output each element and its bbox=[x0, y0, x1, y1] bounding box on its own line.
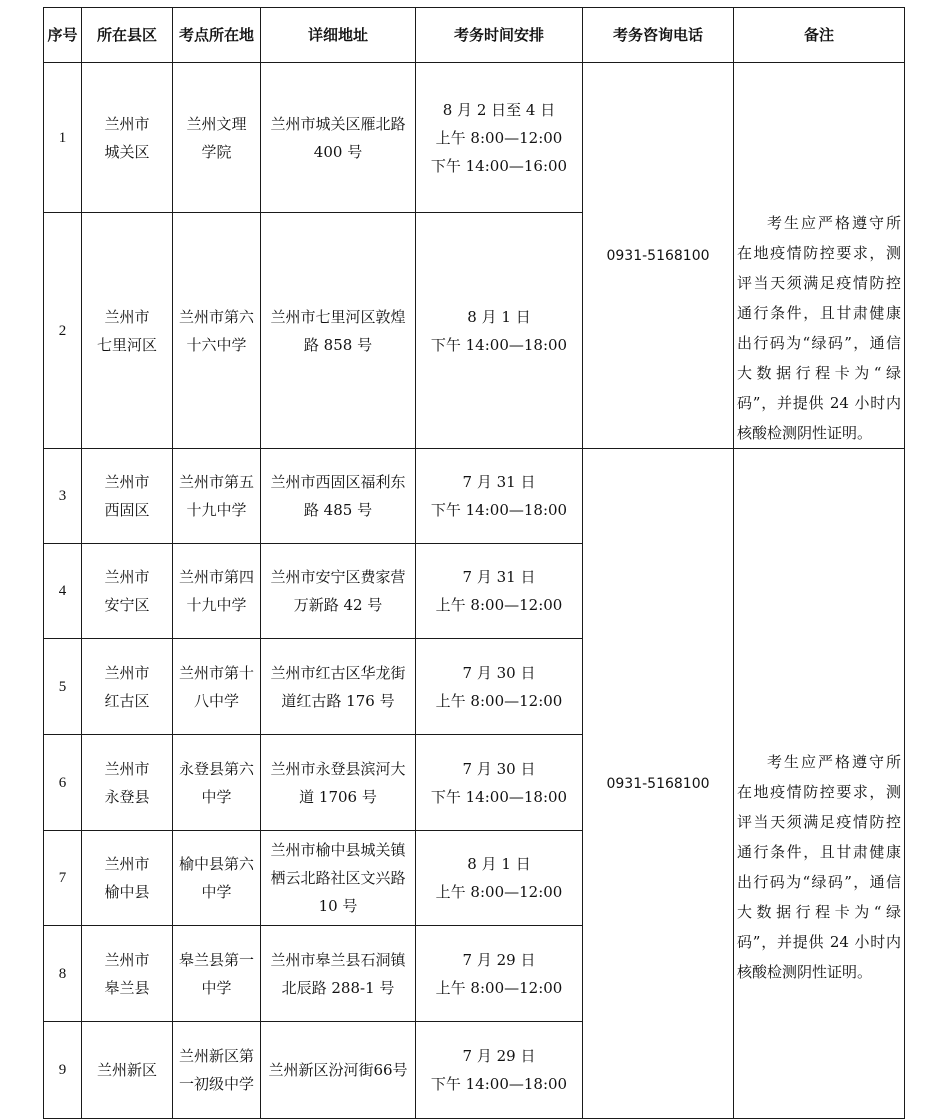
site-line: 兰州市第五 bbox=[178, 473, 254, 491]
header-schedule: 考务时间安排 bbox=[416, 8, 583, 63]
seq-cell: 6 bbox=[44, 735, 82, 831]
schedule-line: 7 月 31 日 bbox=[462, 473, 536, 491]
site-line: 永登县第六 bbox=[178, 759, 254, 778]
county-line: 城关区 bbox=[104, 142, 150, 161]
header-seq: 序号 bbox=[44, 8, 82, 63]
site-line: 一初级中学 bbox=[178, 1075, 254, 1093]
schedule-cell bbox=[416, 544, 583, 639]
address-cell bbox=[261, 213, 416, 449]
seq-cell: 1 bbox=[44, 63, 82, 213]
address-line: 兰州新区汾河街66号 bbox=[268, 1061, 408, 1079]
table-row bbox=[44, 449, 905, 544]
address-line: 道红古路 176 号 bbox=[281, 691, 395, 710]
seq-cell: 5 bbox=[44, 639, 82, 735]
schedule-line: 下午 14:00—18:00 bbox=[430, 335, 568, 354]
site-cell bbox=[173, 639, 261, 735]
county-line: 兰州市 bbox=[104, 473, 150, 491]
header-phone: 考务咨询电话 bbox=[583, 8, 734, 63]
county-line: 兰州市 bbox=[104, 759, 150, 778]
county-line: 七里河区 bbox=[96, 335, 157, 354]
note-cell bbox=[734, 63, 905, 449]
table-row bbox=[44, 63, 905, 213]
site-line: 学院 bbox=[201, 142, 232, 161]
county-cell bbox=[82, 544, 173, 639]
site-cell bbox=[173, 213, 261, 449]
seq-cell: 9 bbox=[44, 1022, 82, 1119]
header-note: 备注 bbox=[734, 8, 905, 63]
address-line: 400 号 bbox=[313, 142, 363, 161]
phone-cell: 0931-5168100 bbox=[583, 449, 734, 1119]
county-line: 红古区 bbox=[104, 691, 150, 710]
exam-site-table-container bbox=[43, 7, 904, 1093]
site-cell bbox=[173, 735, 261, 831]
schedule-line: 8 月 1 日 bbox=[467, 855, 531, 873]
address-line: 北辰路 288-1 号 bbox=[281, 978, 395, 997]
county-line: 兰州市 bbox=[104, 568, 150, 586]
schedule-cell bbox=[416, 735, 583, 831]
header-county: 所在县区 bbox=[82, 8, 173, 63]
note-text: 考生应严格遵守所在地疫情防控要求，测评当天须满足疫情防控通行条件，且甘肃健康出行码为“绿码”，通信大数据行程卡为“绿码”，并提供 24 小时内核酸检测阴性证明。 bbox=[737, 753, 901, 981]
site-line: 兰州市第十 bbox=[178, 663, 254, 682]
schedule-line: 上午 8:00—12:00 bbox=[435, 883, 563, 901]
address-line: 兰州市永登县滨河大 bbox=[270, 759, 406, 778]
site-cell bbox=[173, 63, 261, 213]
schedule-cell bbox=[416, 213, 583, 449]
county-cell bbox=[82, 449, 173, 544]
site-line: 兰州市第六 bbox=[178, 307, 254, 326]
county-line: 西固区 bbox=[104, 501, 150, 519]
site-line: 十六中学 bbox=[186, 335, 247, 354]
schedule-line: 下午 14:00—18:00 bbox=[430, 501, 568, 519]
seq-cell: 8 bbox=[44, 926, 82, 1022]
address-line: 兰州市城关区雁北路 bbox=[270, 114, 406, 133]
site-line: 兰州新区第 bbox=[178, 1047, 254, 1065]
address-line: 兰州市皋兰县石洞镇 bbox=[270, 950, 406, 969]
county-line: 榆中县 bbox=[104, 883, 150, 901]
county-line: 兰州市 bbox=[104, 855, 150, 873]
header-address: 详细地址 bbox=[261, 8, 416, 63]
header-site: 考点所在地 bbox=[173, 8, 261, 63]
address-cell bbox=[261, 63, 416, 213]
address-line: 兰州市西固区福利东 bbox=[270, 473, 406, 491]
seq-cell: 4 bbox=[44, 544, 82, 639]
schedule-line: 下午 14:00—18:00 bbox=[430, 787, 568, 806]
seq-cell: 7 bbox=[44, 831, 82, 926]
schedule-line: 7 月 29 日 bbox=[462, 950, 536, 969]
seq-cell: 3 bbox=[44, 449, 82, 544]
site-line: 十九中学 bbox=[186, 501, 247, 519]
note-text: 考生应严格遵守所在地疫情防控要求，测评当天须满足疫情防控通行条件，且甘肃健康出行码为“绿码”，通信大数据行程卡为“绿码”，并提供 24 小时内核酸检测阴性证明。 bbox=[737, 214, 901, 442]
county-cell bbox=[82, 63, 173, 213]
site-line: 兰州文理 bbox=[186, 114, 247, 133]
county-line: 皋兰县 bbox=[104, 978, 150, 997]
schedule-line: 7 月 30 日 bbox=[462, 663, 536, 682]
county-cell bbox=[82, 213, 173, 449]
header-row bbox=[44, 8, 905, 63]
schedule-line: 下午 14:00—18:00 bbox=[430, 1075, 568, 1093]
county-cell bbox=[82, 926, 173, 1022]
site-cell bbox=[173, 831, 261, 926]
site-cell bbox=[173, 1022, 261, 1119]
site-cell bbox=[173, 926, 261, 1022]
schedule-cell bbox=[416, 449, 583, 544]
address-cell bbox=[261, 449, 416, 544]
seq-cell: 2 bbox=[44, 213, 82, 449]
site-line: 中学 bbox=[201, 787, 232, 806]
county-line: 兰州新区 bbox=[96, 1061, 157, 1079]
county-cell bbox=[82, 1022, 173, 1119]
schedule-line: 上午 8:00—12:00 bbox=[435, 691, 563, 710]
address-line: 路 858 号 bbox=[303, 335, 373, 354]
schedule-line: 7 月 30 日 bbox=[462, 759, 536, 778]
site-cell bbox=[173, 544, 261, 639]
schedule-line: 上午 8:00—12:00 bbox=[435, 128, 563, 147]
schedule-line: 上午 8:00—12:00 bbox=[435, 978, 563, 997]
county-cell bbox=[82, 639, 173, 735]
address-cell bbox=[261, 831, 416, 926]
phone-cell: 0931-5168100 bbox=[583, 63, 734, 449]
county-line: 兰州市 bbox=[104, 114, 150, 133]
schedule-cell bbox=[416, 926, 583, 1022]
schedule-line: 7 月 31 日 bbox=[462, 568, 536, 586]
schedule-line: 下午 14:00—16:00 bbox=[430, 156, 568, 175]
site-cell bbox=[173, 449, 261, 544]
address-line: 兰州市红古区华龙街 bbox=[270, 663, 406, 682]
county-line: 安宁区 bbox=[104, 596, 150, 614]
schedule-line: 8 月 1 日 bbox=[467, 307, 531, 326]
county-line: 兰州市 bbox=[104, 307, 150, 326]
county-line: 兰州市 bbox=[104, 950, 150, 969]
schedule-cell bbox=[416, 1022, 583, 1119]
schedule-cell bbox=[416, 831, 583, 926]
address-line: 兰州市七里河区敦煌 bbox=[270, 307, 406, 326]
schedule-cell bbox=[416, 63, 583, 213]
schedule-cell bbox=[416, 639, 583, 735]
address-line: 10 号 bbox=[318, 897, 358, 915]
site-line: 中学 bbox=[201, 978, 232, 997]
address-line: 路 485 号 bbox=[303, 501, 373, 519]
note-cell bbox=[734, 449, 905, 1119]
address-cell bbox=[261, 735, 416, 831]
county-line: 兰州市 bbox=[104, 663, 150, 682]
address-line: 兰州市安宁区费家营 bbox=[270, 568, 406, 586]
exam-site-table bbox=[43, 7, 905, 1119]
address-cell bbox=[261, 639, 416, 735]
site-line: 榆中县第六 bbox=[178, 855, 254, 873]
address-cell bbox=[261, 1022, 416, 1119]
site-line: 八中学 bbox=[193, 691, 239, 710]
site-line: 兰州市第四 bbox=[178, 568, 254, 586]
address-cell bbox=[261, 926, 416, 1022]
county-cell bbox=[82, 735, 173, 831]
address-line: 道 1706 号 bbox=[299, 787, 377, 806]
address-cell bbox=[261, 544, 416, 639]
county-line: 永登县 bbox=[104, 787, 150, 806]
schedule-line: 上午 8:00—12:00 bbox=[435, 596, 563, 614]
county-cell bbox=[82, 831, 173, 926]
address-line: 栖云北路社区文兴路 bbox=[270, 869, 406, 887]
schedule-line: 7 月 29 日 bbox=[462, 1047, 536, 1065]
table-body bbox=[44, 63, 905, 1119]
site-line: 中学 bbox=[201, 883, 232, 901]
schedule-line: 8 月 2 日至 4 日 bbox=[442, 100, 556, 119]
address-line: 万新路 42 号 bbox=[293, 596, 383, 614]
address-line: 兰州市榆中县城关镇 bbox=[270, 841, 406, 859]
site-line: 皋兰县第一 bbox=[178, 950, 254, 969]
site-line: 十九中学 bbox=[186, 596, 247, 614]
